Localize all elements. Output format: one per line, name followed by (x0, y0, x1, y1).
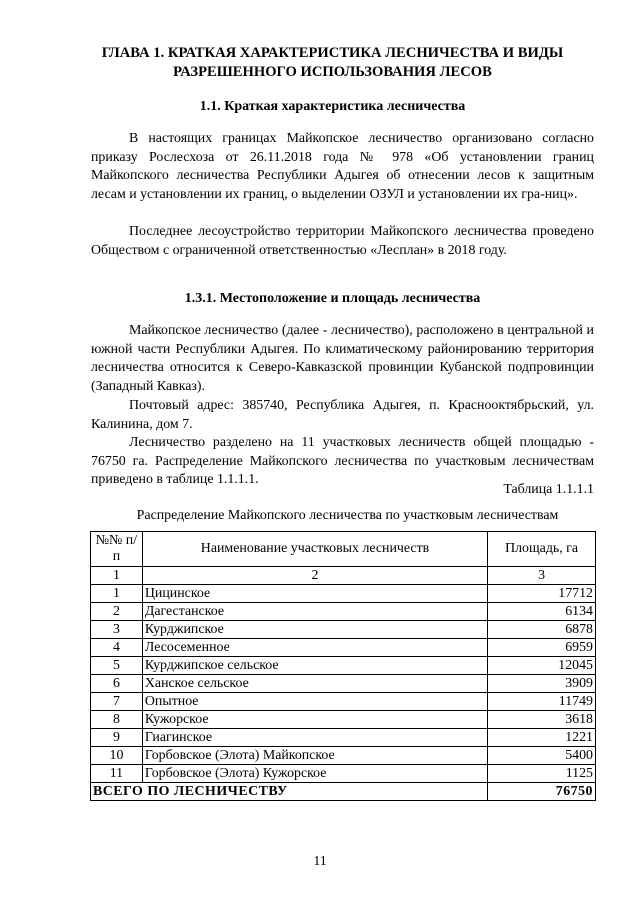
row-area: 6134 (488, 603, 596, 621)
table-row (91, 585, 596, 603)
row-name: Дагестанское (142, 603, 487, 621)
row-name: Кужорское (142, 711, 487, 729)
row-num: 6 (91, 675, 143, 693)
table-row (91, 621, 596, 639)
table-row (91, 747, 596, 765)
table-title: Распределение Майкопского лесничества по участковым лесничествам (136, 508, 559, 523)
paragraph-postal-address: Почтовый адрес: 385740, Республика Адыгея, п. Краснооктябрьский, ул. Калинина, дом 7. (91, 398, 594, 432)
row-area: 12045 (488, 657, 596, 675)
row-num: 2 (91, 603, 143, 621)
column-number: 3 (488, 567, 596, 585)
row-num: 5 (91, 657, 143, 675)
column-number: 2 (142, 567, 487, 585)
table-row (91, 675, 596, 693)
paragraph-organization: В настоящих границах Майкопское лесничество организовано согласно приказу Рослесхоза от 26.11.2018 года № 978 «Об установлении границ Майкопского лесничества Республики Адыгея об отнесении лесов к защитным лесам и установлении их границ, о выделении ОЗУЛ и установлении их гра-ниц». (91, 131, 594, 202)
table-row (91, 729, 596, 747)
page-number: 11 (313, 854, 327, 869)
row-name: Опытное (142, 693, 487, 711)
header-area: Площадь, га (488, 532, 596, 567)
row-area: 11749 (488, 693, 596, 711)
table-row (91, 711, 596, 729)
row-area: 1125 (488, 765, 596, 783)
chapter-title: ГЛАВА 1. КРАТКАЯ ХАРАКТЕРИСТИКА ЛЕСНИЧЕСТВА И ВИДЫ РАЗРЕШЕННОГО ИСПОЛЬЗОВАНИЯ ЛЕСОВ (101, 45, 564, 80)
row-area: 5400 (488, 747, 596, 765)
row-area: 6959 (488, 639, 596, 657)
row-area: 17712 (488, 585, 596, 603)
table-total-row (91, 783, 596, 801)
row-name: Горбовское (Элота) Кужорское (142, 765, 487, 783)
header-num: №№ п/п (91, 532, 143, 567)
row-num: 3 (91, 621, 143, 639)
paragraph-forest-inventory: Последнее лесоустройство территории Майкопского лесничества проведено Обществом с ограниченной ответственностью «Лесплан» в 2018 году. (91, 224, 594, 258)
table-row (91, 657, 596, 675)
row-name: Курджипское сельское (142, 657, 487, 675)
table-row (91, 603, 596, 621)
table-number-label: Таблица 1.1.1.1 (503, 482, 594, 497)
row-num: 1 (91, 585, 143, 603)
row-area: 3618 (488, 711, 596, 729)
section-heading-1-3-1: 1.3.1. Местоположение и площадь лесничества (184, 291, 481, 306)
table-row (91, 639, 596, 657)
paragraph-location: Майкопское лесничество (далее - лесничество), расположено в центральной и южной части Республики Адыгея. По климатическому районированию территория лесничества относится к Северо-Кавказской провинции Кубанской подпровинции (Западный Кавказ). (91, 323, 594, 394)
total-value: 76750 (488, 783, 596, 801)
header-name: Наименование участковых лесничеств (142, 532, 487, 567)
row-area: 6878 (488, 621, 596, 639)
total-label: ВСЕГО ПО ЛЕСНИЧЕСТВУ (91, 783, 488, 801)
row-num: 11 (91, 765, 143, 783)
column-number-row (91, 567, 596, 585)
section-heading-1-1: 1.1. Краткая характеристика лесничества (199, 99, 466, 114)
row-num: 4 (91, 639, 143, 657)
row-num: 7 (91, 693, 143, 711)
row-num: 9 (91, 729, 143, 747)
row-name: Курджипское (142, 621, 487, 639)
row-area: 3909 (488, 675, 596, 693)
row-name: Лесосеменное (142, 639, 487, 657)
table-header-row (91, 532, 596, 567)
row-num: 8 (91, 711, 143, 729)
forestry-distribution-table (90, 531, 596, 801)
column-number: 1 (91, 567, 143, 585)
row-name: Горбовское (Элота) Майкопское (142, 747, 487, 765)
row-name: Гиагинское (142, 729, 487, 747)
row-area: 1221 (488, 729, 596, 747)
row-num: 10 (91, 747, 143, 765)
table-row (91, 693, 596, 711)
table-row (91, 765, 596, 783)
row-name: Цицинское (142, 585, 487, 603)
paragraph-division: Лесничество разделено на 11 участковых лесничеств общей площадью - 76750 га. Распределение Майкопского лесничества по участковым лесничествам приведено в таблице 1.1.1.1. (91, 435, 594, 488)
row-name: Ханское сельское (142, 675, 487, 693)
